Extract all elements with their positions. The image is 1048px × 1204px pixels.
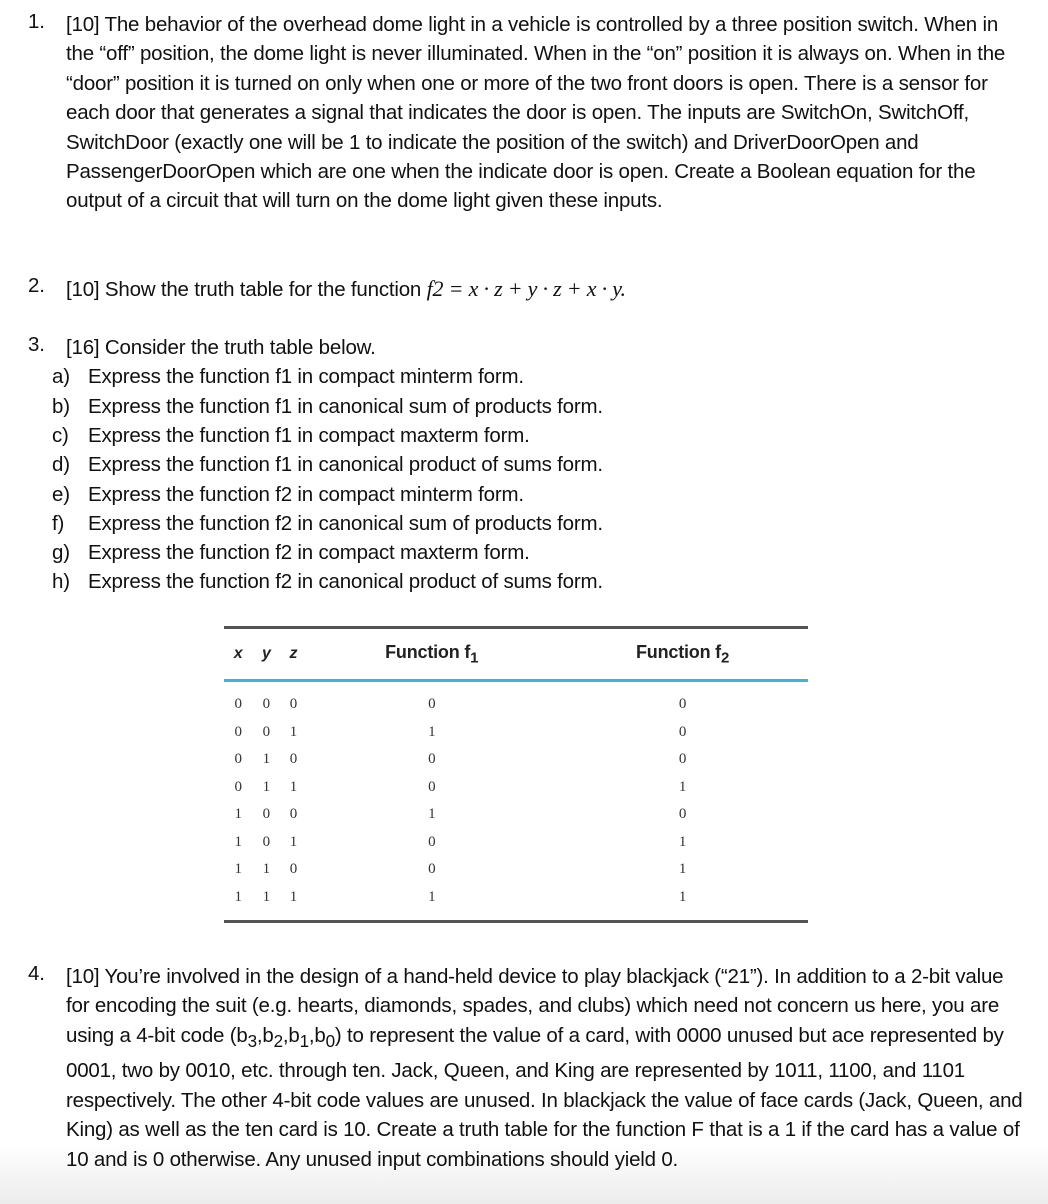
question-4 xyxy=(28,962,1028,1174)
table-bottom-rule xyxy=(224,922,808,926)
table-cell: 0 xyxy=(428,861,436,878)
table-cell: 0 xyxy=(234,696,242,713)
table-row xyxy=(224,856,808,884)
table-cell: 0 xyxy=(234,778,242,795)
column-header-z: z xyxy=(289,645,298,662)
column-header-y: y xyxy=(261,645,271,662)
question-text: [10] You’re involved in the design of a hand-held device to play blackjack (“21”). In addition to a 2-bit value for encoding the suit (e.g. hearts, diamonds, spades, and clubs) which need not concern us here, you are using a 4-bit code $(b_3,b_2,b_1,b_0)$ to represent the value of a card, with 0000 unused but ace represented by 0001, two by 0010, etc. through ten. Jack, Queen, and King are represented by 1011, 1100, and 1101 respectively. The other 4-bit code values are unused. In blackjack the value of face cards (Jack, Queen, and King) as well as the ten card is 10. Create a truth table for the function F that is a 1 if the card has a value of 10 and is 0 otherwise. Any unused input combinations should yield 0. xyxy=(66,965,1023,1171)
table-cell: 1 xyxy=(262,751,270,768)
table-cell: 1 xyxy=(234,806,242,823)
table-header-row xyxy=(224,628,808,681)
table-cell: 1 xyxy=(234,861,242,878)
sub-question: d) Express the function f1 in canonical product of sums form. xyxy=(52,453,603,477)
table-cell: 0 xyxy=(428,833,436,850)
question-2 xyxy=(28,274,1028,304)
truth-table xyxy=(224,626,808,925)
table-cell: 1 xyxy=(678,778,687,795)
table-row xyxy=(224,801,808,829)
question-text: [16] Consider the truth table below. xyxy=(66,336,376,359)
sub-question: e) Express the function f2 in compact minterm form. xyxy=(52,482,524,506)
table-cell: 0 xyxy=(678,751,687,768)
table-cell: 0 xyxy=(678,696,687,713)
question-text: [10] The behavior of the overhead dome light in a vehicle is controlled by a three position switch. When in the “off” position, the dome light is never illuminated. When in the “on” position it is always on. When in the “door” position it is turned on only when one or more of the two front doors is open. There is a sensor for each door that generates a signal that indicates the door is open. The inputs are SwitchOn, SwitchOff, SwitchDoor (exactly one will be 1 to indicate the position of the switch) and DriverDoorOpen and PassengerDoorOpen which are one when the indicate door is open. Create a Boolean equation for the output of a circuit that will turn on the dome light given these inputs. xyxy=(66,13,1006,213)
question-number: 1. xyxy=(28,10,45,33)
table-cell: 0 xyxy=(428,751,436,768)
table-cell: 0 xyxy=(428,778,436,795)
sub-question: h) Express the function f2 in canonical product of sums form. xyxy=(52,570,603,594)
question-3 xyxy=(28,333,1028,597)
table-cell: 1 xyxy=(262,861,270,878)
table-cell: 0 xyxy=(678,806,687,823)
table-cell: 0 xyxy=(262,833,270,850)
column-header-f1: Function $f_1$ xyxy=(385,641,479,667)
table-row xyxy=(224,681,808,719)
table-body xyxy=(224,681,808,922)
table-row xyxy=(224,829,808,857)
table-cell: 1 xyxy=(234,833,242,850)
sub-question: f) Express the function f2 in canonical sum of products form. xyxy=(52,511,603,535)
table-cell: 0 xyxy=(289,696,298,713)
table-cell: 0 xyxy=(234,723,242,740)
table-cell: 1 xyxy=(678,888,687,905)
table-cell: 0 xyxy=(289,861,298,878)
table-cell: 0 xyxy=(234,751,242,768)
table-cell: 0 xyxy=(289,806,298,823)
table-row xyxy=(224,774,808,802)
column-header-f2: Function $f_2$ xyxy=(636,641,730,667)
table-cell: 0 xyxy=(262,696,270,713)
sub-question: g) Express the function f2 in compact maxterm form. xyxy=(52,541,530,565)
table-cell: 1 xyxy=(289,833,298,850)
table-cell: 1 xyxy=(678,833,687,850)
table-cell: 1 xyxy=(428,806,436,823)
sub-question: b) Express the function f1 in canonical sum of products form. xyxy=(52,394,603,418)
table-cell: 0 xyxy=(289,751,298,768)
equation: f2 = x · z + y · z + x · y. xyxy=(426,276,626,301)
column-header-x: x xyxy=(233,645,243,662)
table-row xyxy=(224,884,808,922)
table-cell: 1 xyxy=(428,723,436,740)
table-cell: 0 xyxy=(678,723,687,740)
table-cell: 0 xyxy=(262,723,270,740)
table-cell: 1 xyxy=(262,778,270,795)
question-number: 2. xyxy=(28,274,45,297)
sub-question: c) Express the function f1 in compact maxterm form. xyxy=(52,424,530,447)
question-text-prefix: [10] Show the truth table for the function xyxy=(66,278,427,301)
question-number: 3. xyxy=(28,333,45,356)
table-cell: 0 xyxy=(262,806,270,823)
question-text xyxy=(66,274,1028,304)
table-cell: 1 xyxy=(289,778,298,795)
question-1 xyxy=(28,10,1028,216)
table-cell: 1 xyxy=(234,888,242,905)
table-cell: 0 xyxy=(428,696,436,713)
table-cell: 1 xyxy=(678,861,687,878)
table-cell: 1 xyxy=(289,723,298,740)
table-cell: 1 xyxy=(428,888,436,905)
sub-question-list xyxy=(52,362,1028,596)
table-row xyxy=(224,746,808,774)
table-cell: 1 xyxy=(289,888,298,905)
sub-question: a) Express the function f1 in compact minterm form. xyxy=(52,365,524,389)
table-cell: 1 xyxy=(262,888,270,905)
question-number: 4. xyxy=(28,962,45,985)
table-row xyxy=(224,719,808,747)
